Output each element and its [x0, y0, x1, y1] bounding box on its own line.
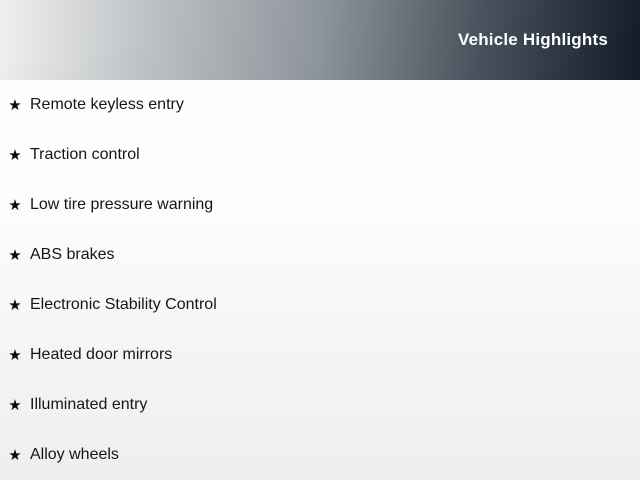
feature-label: ABS brakes — [30, 246, 115, 263]
star-bullet-icon: ★ — [8, 446, 22, 464]
star-bullet-icon: ★ — [8, 96, 22, 114]
list-item — [0, 180, 640, 230]
feature-label: Traction control — [30, 146, 140, 163]
star-bullet-icon: ★ — [8, 196, 22, 214]
list-item — [0, 280, 640, 330]
feature-label: Remote keyless entry — [30, 96, 184, 113]
feature-label: Heated door mirrors — [30, 346, 173, 363]
page-title: Vehicle Highlights — [457, 30, 608, 49]
feature-label: Low tire pressure warning — [30, 196, 214, 213]
list-item — [0, 380, 640, 430]
header-banner — [0, 0, 640, 80]
star-bullet-icon: ★ — [8, 296, 22, 314]
star-bullet-icon: ★ — [8, 246, 22, 264]
list-item — [0, 80, 640, 130]
star-bullet-icon: ★ — [8, 146, 22, 164]
star-bullet-icon: ★ — [8, 346, 22, 364]
list-item — [0, 230, 640, 280]
feature-label: Electronic Stability Control — [30, 296, 217, 313]
list-item — [0, 430, 640, 480]
feature-label: Illuminated entry — [30, 396, 148, 413]
list-item — [0, 330, 640, 380]
highlights-list — [0, 80, 640, 480]
list-item — [0, 130, 640, 180]
star-bullet-icon: ★ — [8, 396, 22, 414]
feature-label: Alloy wheels — [30, 446, 119, 463]
